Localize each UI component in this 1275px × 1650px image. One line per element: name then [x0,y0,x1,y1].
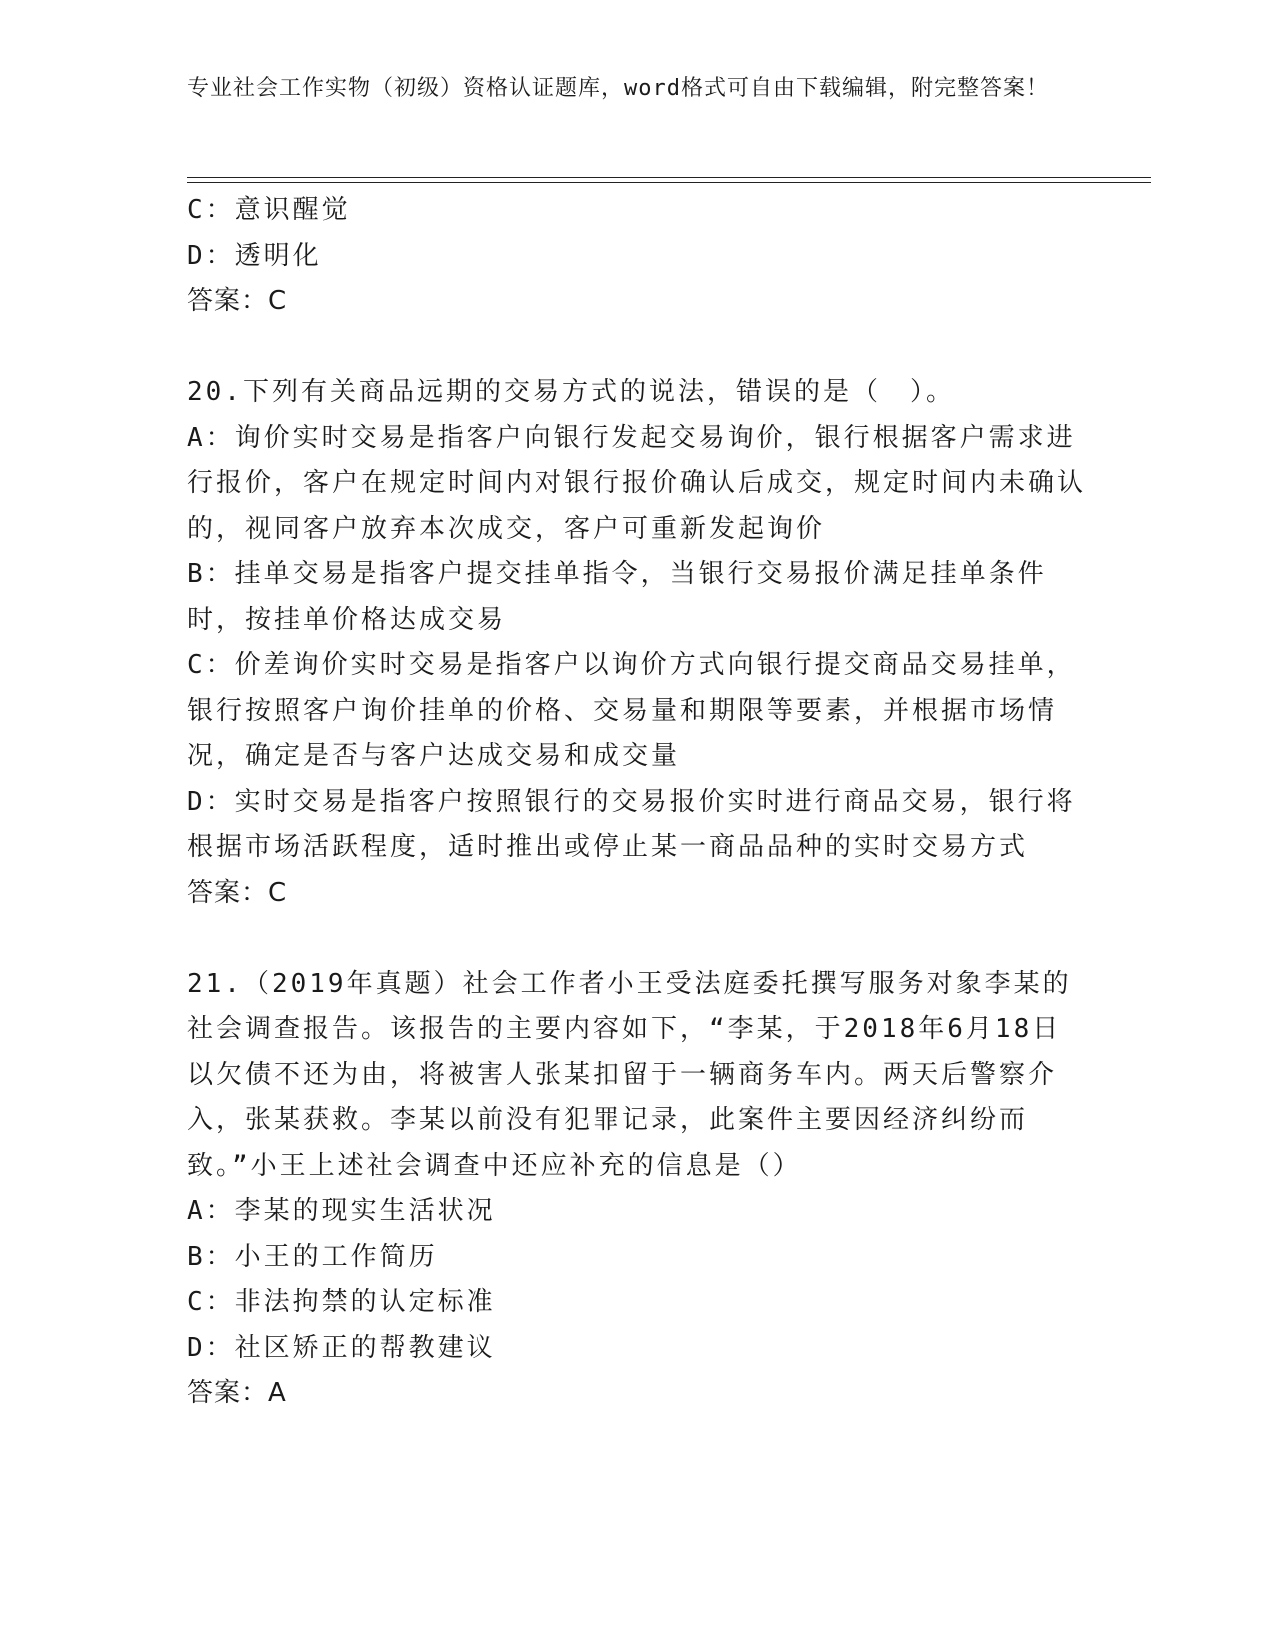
page-header [187,73,1067,105]
option-c: C：非法拘禁的认定标准 [187,1287,496,1317]
option-d: D：透明化 [187,240,322,271]
option-c: C：价差询价实时交易是指客户以询价方式向银行提交商品交易挂单，银行按照客户询价挂单的价格、交易量和期限等要素，并根据市场情况，确定是否与客户达成交易和成交量 [187,650,1076,771]
answer-line: 答案：C [187,286,288,316]
question-21 [187,962,1087,1417]
question-content [187,188,1087,1417]
option-a: A：询价实时交易是指客户向银行发起交易询价，银行根据客户需求进行报价，客户在规定时间内对银行报价确认后成交，规定时间内未确认的，视同客户放弃本次成交，客户可重新发起询价 [187,422,1087,544]
header-divider-bottom [187,182,1151,183]
option-c: C：意识醒觉 [187,195,351,225]
spacer [187,325,1087,371]
question-stem: 21.（2019年真题）社会工作者小王受法庭委托撰写服务对象李某的社会调查报告。该报告的主要内容如下，“李某，于2018年6月18日以欠债不还为由，将被害人张某扣留于一辆商务车内。两天后警察介入，张某获救。李某以前没有犯罪记录，此案件主要因经济纠纷而致。”小王上述社会调查中还应补充的信息是（） [187,968,1072,1181]
answer-line: 答案：C [187,877,288,908]
header-text: 专业社会工作实物（初级）资格认证题库，word格式可自由下载编辑，附完整答案！ [187,76,1049,101]
option-b: B：挂单交易是指客户提交挂单指令，当银行交易报价满足挂单条件时，按挂单价格达成交易 [187,559,1047,635]
question-stem: 20.下列有关商品远期的交易方式的说法，错误的是（ ）。 [187,377,955,407]
prev-question [187,188,1087,325]
option-d: D：社区矫正的帮教建议 [187,1332,496,1363]
answer-line: 答案：A [187,1378,287,1408]
header-divider-top [187,177,1151,178]
option-b: B：小王的工作简历 [187,1241,438,1272]
question-20 [187,370,1087,916]
spacer [187,916,1087,962]
option-a: A：李某的现实生活状况 [187,1196,496,1226]
option-d: D：实时交易是指客户按照银行的交易报价实时进行商品交易，银行将根据市场活跃程度，适时推出或停止某一商品品种的实时交易方式 [187,786,1076,862]
